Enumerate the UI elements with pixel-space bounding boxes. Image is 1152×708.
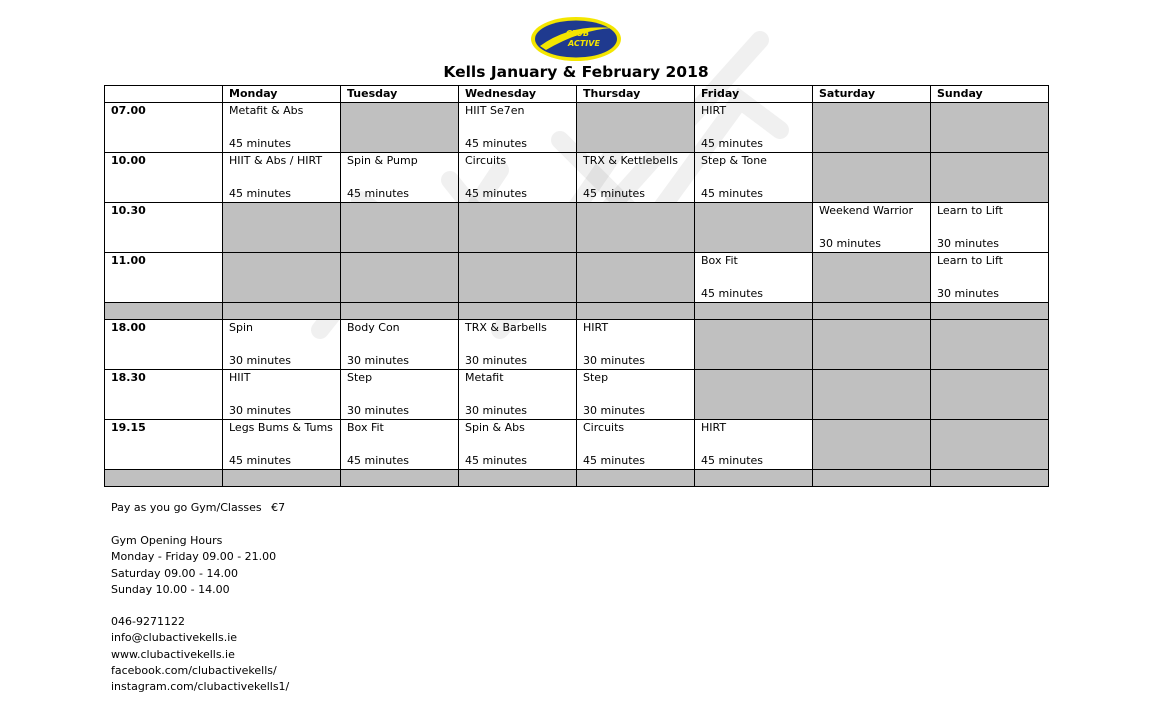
- page-title: Kells January & February 2018: [443, 63, 709, 81]
- time-slot-row: [105, 103, 1049, 153]
- time-slot-row: [105, 153, 1049, 203]
- class-duration: 45 minutes: [229, 454, 292, 467]
- class-cell: [459, 153, 577, 203]
- day-header: Saturday: [813, 86, 931, 103]
- opening-hours-line: Saturday 09.00 - 14.00: [111, 566, 239, 580]
- class-name: Weekend Warrior: [819, 204, 914, 217]
- empty-cell: [931, 303, 1049, 320]
- class-cell: [931, 253, 1049, 303]
- class-duration: 45 minutes: [583, 187, 646, 200]
- class-duration: 45 minutes: [465, 454, 528, 467]
- day-header-row: [105, 86, 1049, 103]
- class-name: Learn to Lift: [937, 204, 1003, 217]
- class-cell: [813, 203, 931, 253]
- empty-cell: [813, 303, 931, 320]
- opening-hours: [111, 533, 276, 598]
- class-duration: 30 minutes: [937, 287, 1000, 300]
- class-duration: 30 minutes: [819, 237, 882, 250]
- class-cell: [341, 370, 459, 420]
- class-name: Spin: [229, 321, 253, 334]
- empty-cell: [813, 470, 931, 487]
- class-cell: [223, 103, 341, 153]
- contact-info: [111, 614, 289, 695]
- time-header: [105, 86, 223, 103]
- class-cell: [223, 370, 341, 420]
- class-cell: [695, 153, 813, 203]
- class-duration: 45 minutes: [583, 454, 646, 467]
- opening-hours-heading: Gym Opening Hours: [111, 534, 223, 547]
- class-name: Legs Bums & Tums: [229, 421, 333, 434]
- empty-cell: [223, 253, 341, 303]
- class-name: HIRT: [701, 104, 727, 117]
- class-duration: 30 minutes: [229, 404, 292, 417]
- class-cell: [223, 320, 341, 370]
- class-cell: [577, 153, 695, 203]
- time-slot-row: [105, 320, 1049, 370]
- class-cell: [459, 370, 577, 420]
- class-name: Spin & Pump: [347, 154, 418, 167]
- time-slot-label: 07.00: [105, 103, 223, 153]
- class-name: Metafit & Abs: [229, 104, 304, 117]
- class-name: Step & Tone: [701, 154, 767, 167]
- empty-cell: [577, 103, 695, 153]
- empty-cell: [223, 203, 341, 253]
- day-header: Sunday: [931, 86, 1049, 103]
- class-cell: [577, 320, 695, 370]
- empty-cell: [459, 303, 577, 320]
- class-duration: 45 minutes: [701, 137, 764, 150]
- class-cell: [577, 370, 695, 420]
- class-cell: [223, 153, 341, 203]
- opening-hours-line: Monday - Friday 09.00 - 21.00: [111, 550, 277, 564]
- instagram-link[interactable]: instagram.com/clubactivekells1/: [111, 680, 290, 694]
- empty-cell: [577, 470, 695, 487]
- logo-text-line2: ACTIVE: [568, 39, 600, 48]
- empty-cell: [459, 253, 577, 303]
- empty-cell: [813, 253, 931, 303]
- empty-cell: [813, 103, 931, 153]
- empty-cell: [695, 320, 813, 370]
- time-slot-label: 11.00: [105, 253, 223, 303]
- empty-cell: [813, 370, 931, 420]
- class-cell: [459, 320, 577, 370]
- class-cell: [341, 420, 459, 470]
- email-address[interactable]: info@clubactivekells.ie: [111, 631, 238, 645]
- class-name: TRX & Barbells: [465, 321, 547, 334]
- empty-cell: [341, 253, 459, 303]
- class-duration: 45 minutes: [465, 137, 528, 150]
- empty-cell: [931, 153, 1049, 203]
- class-duration: 45 minutes: [347, 454, 410, 467]
- day-header: Wednesday: [459, 86, 577, 103]
- class-cell: [695, 103, 813, 153]
- class-cell: [459, 420, 577, 470]
- day-header: Thursday: [577, 86, 695, 103]
- class-name: Body Con: [347, 321, 400, 334]
- class-name: Learn to Lift: [937, 254, 1003, 267]
- class-name: TRX & Kettlebells: [583, 154, 678, 167]
- class-duration: 45 minutes: [229, 137, 292, 150]
- time-slot-label: 10.30: [105, 203, 223, 253]
- class-duration: 45 minutes: [347, 187, 410, 200]
- class-name: Metafit: [465, 371, 504, 384]
- time-slot-row: [105, 253, 1049, 303]
- class-name: HIIT & Abs / HIRT: [229, 154, 323, 167]
- class-duration: 30 minutes: [465, 404, 528, 417]
- empty-cell: [577, 203, 695, 253]
- class-duration: 30 minutes: [229, 354, 292, 367]
- empty-cell: [695, 203, 813, 253]
- class-duration: 45 minutes: [701, 287, 764, 300]
- empty-cell: [577, 303, 695, 320]
- empty-cell: [695, 303, 813, 320]
- empty-cell: [105, 303, 223, 320]
- empty-cell: [223, 470, 341, 487]
- spacer-row: [105, 470, 1049, 487]
- club-active-logo: [530, 16, 622, 62]
- class-name: Circuits: [465, 154, 507, 167]
- class-cell: [223, 420, 341, 470]
- empty-cell: [813, 420, 931, 470]
- facebook-link[interactable]: facebook.com/clubactivekells/: [111, 663, 277, 677]
- class-duration: 30 minutes: [583, 404, 646, 417]
- spacer-row: [105, 303, 1049, 320]
- class-name: HIIT: [229, 371, 251, 384]
- class-name: Box Fit: [347, 421, 384, 434]
- empty-cell: [341, 103, 459, 153]
- class-duration: 30 minutes: [347, 404, 410, 417]
- class-duration: 30 minutes: [583, 354, 646, 367]
- class-duration: 45 minutes: [465, 187, 528, 200]
- empty-cell: [105, 470, 223, 487]
- empty-cell: [341, 203, 459, 253]
- class-name: Spin & Abs: [465, 421, 525, 434]
- class-duration: 45 minutes: [701, 454, 764, 467]
- class-cell: [341, 153, 459, 203]
- day-header: Friday: [695, 86, 813, 103]
- class-name: HIIT Se7en: [465, 104, 525, 117]
- class-cell: [695, 420, 813, 470]
- class-name: Box Fit: [701, 254, 738, 267]
- empty-cell: [341, 470, 459, 487]
- pricing-label: Pay as you go Gym/Classes: [111, 501, 262, 514]
- class-cell: [341, 320, 459, 370]
- class-cell: [695, 253, 813, 303]
- pricing-value: €7: [271, 501, 286, 514]
- empty-cell: [931, 420, 1049, 470]
- day-header: Monday: [223, 86, 341, 103]
- class-timetable: [104, 85, 1049, 487]
- empty-cell: [813, 153, 931, 203]
- empty-cell: [931, 370, 1049, 420]
- class-cell: [577, 420, 695, 470]
- empty-cell: [223, 303, 341, 320]
- empty-cell: [341, 303, 459, 320]
- empty-cell: [577, 253, 695, 303]
- phone-number: 046-9271122: [111, 615, 185, 628]
- class-name: Step: [347, 371, 373, 384]
- time-slot-row: [105, 420, 1049, 470]
- time-slot-row: [105, 203, 1049, 253]
- class-duration: 45 minutes: [229, 187, 292, 200]
- class-duration: 30 minutes: [937, 237, 1000, 250]
- empty-cell: [459, 470, 577, 487]
- empty-cell: [931, 470, 1049, 487]
- empty-cell: [813, 320, 931, 370]
- class-name: HIRT: [583, 321, 609, 334]
- class-cell: [931, 203, 1049, 253]
- empty-cell: [931, 103, 1049, 153]
- website-link[interactable]: www.clubactivekells.ie: [111, 647, 235, 661]
- opening-hours-line: Sunday 10.00 - 14.00: [111, 582, 230, 596]
- time-slot-label: 19.15: [105, 420, 223, 470]
- empty-cell: [695, 370, 813, 420]
- time-slot-label: 18.00: [105, 320, 223, 370]
- time-slot-label: 10.00: [105, 153, 223, 203]
- class-name: Step: [583, 371, 609, 384]
- class-name: HIRT: [701, 421, 727, 434]
- empty-cell: [459, 203, 577, 253]
- class-duration: 30 minutes: [347, 354, 410, 367]
- class-duration: 45 minutes: [701, 187, 764, 200]
- pricing: [111, 500, 285, 516]
- time-slot-row: [105, 370, 1049, 420]
- class-name: Circuits: [583, 421, 625, 434]
- logo-text-line1: CLUB: [566, 29, 590, 38]
- empty-cell: [931, 320, 1049, 370]
- class-cell: [459, 103, 577, 153]
- day-header: Tuesday: [341, 86, 459, 103]
- empty-cell: [695, 470, 813, 487]
- time-slot-label: 18.30: [105, 370, 223, 420]
- class-duration: 30 minutes: [465, 354, 528, 367]
